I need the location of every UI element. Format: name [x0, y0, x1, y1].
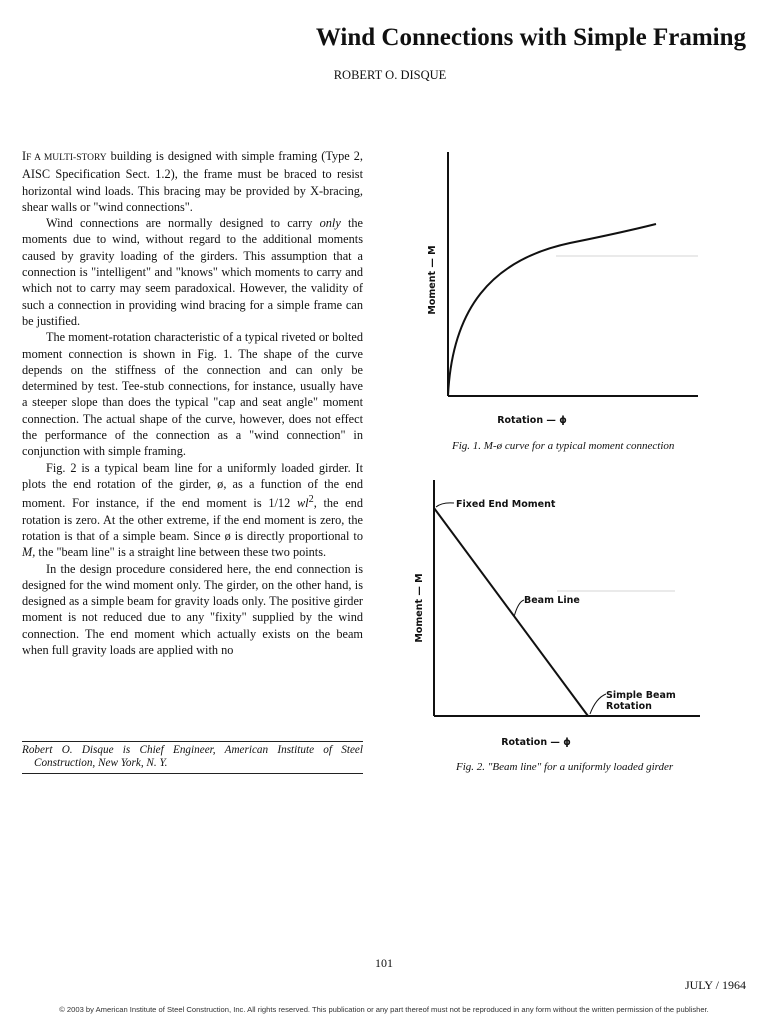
- paragraph-4-superscript: 2: [308, 494, 314, 506]
- figure-1-caption: Fig. 1. M-ø curve for a typical moment connection: [452, 440, 675, 452]
- figure-1-graph: [410, 140, 710, 430]
- paragraph-2-emphasis: only: [319, 216, 341, 231]
- author-footnote-text: Robert O. Disque is Chief Engineer, American Institute of Steel Construction, New York, N. Y.: [22, 744, 363, 769]
- paragraph-1-text: building is designed with simple framing (Type 2, AISC Specification Sect. 1.2), the frame must be braced to resist horizontal wind loads. This bracing may be provided by X-bracing, shear walls or "wind connections".: [22, 149, 363, 214]
- fig2-fixed-leader: [436, 503, 454, 507]
- paragraph-5: In the design procedure considered here, the end connection is designed for the wind moment only. The girder, on the other hand, is designed as a simple beam for gravity loads only. The positive girder moment is not reduced due to any "fixity" supplied by the wind connection. The end moment which actually exists on the beam when full gravity loads are applied with no: [22, 561, 363, 657]
- fig2-x-axis-label: Rotation — ϕ: [501, 737, 571, 748]
- paragraph-4: [22, 460, 363, 561]
- paragraph-4-wl: wl: [296, 496, 309, 511]
- fig2-simple-beam-label-1: Simple Beam: [606, 690, 676, 701]
- figure-2-caption: Fig. 2. "Beam line" for a uniformly loaded girder: [456, 761, 674, 773]
- fig2-beam-leader: [514, 600, 524, 617]
- paragraph-2-text-b: the moments due to wind, without regard to the additional moments caused by gravity loading of the girders. This assumption that a connection is "intelligent" and "knows" which moments to carry and which not to carry may seem paradoxical. However, the validity of such a connection in providing wind bracing for a simple frame can be justified.: [22, 216, 363, 328]
- paragraph-4-text-a: Fig. 2 is a typical beam line for a uniformly loaded girder. It plots the end rotation of the girder, ø, as a function of the end moment. For instance, if the end moment is 1/12: [22, 460, 363, 511]
- paragraph-4-m: M,: [22, 545, 36, 560]
- paragraph-2-text-a: Wind connections are normally designed to carry: [46, 216, 320, 231]
- fig1-x-axis-label: Rotation — ϕ: [497, 415, 567, 426]
- article-author: ROBERT O. DISQUE: [333, 68, 447, 82]
- fig2-simple-beam-label-2: Rotation: [606, 701, 652, 712]
- fig2-simple-leader: [590, 694, 606, 714]
- fig2-beam-line: [434, 508, 588, 716]
- figure-2-graph: [410, 472, 710, 752]
- drop-cap: I: [22, 149, 27, 163]
- issue-date: JULY / 1964: [684, 978, 746, 992]
- figure-2: [410, 472, 710, 752]
- paragraph-4-text-b: , the end rotation is zero. At the other extreme, if the end moment is zero, the rotation is that of a simple beam. Since ø is directly proportional to: [22, 496, 363, 543]
- author-footnote: [22, 741, 363, 774]
- fig1-moment-rotation-curve: [448, 224, 656, 396]
- article-title: Wind Connections with Simple Framing: [315, 24, 746, 51]
- paragraph-3: The moment-rotation characteristic of a typical riveted or bolted moment connection is shown in Fig. 1. The shape of the curve depends on the stiffness of the connection and can only be determined by test. Tee-stub connections, for instance, usually have a steeper slope than does the typical "cap and seat angle" moment connection. The actual shape of the curve, however, does not effect the performance of the connection as a "wind connection" in conjunction with simple framing.: [22, 330, 363, 459]
- fig2-fixed-end-label: Fixed End Moment: [456, 499, 556, 510]
- figure-1: [410, 140, 710, 430]
- small-caps-lead: F A MULTI-STORY: [26, 153, 107, 163]
- page-number: 101: [375, 956, 393, 970]
- paragraph-1: [22, 148, 363, 215]
- copyright-notice: © 2003 by American Institute of Steel Construction, Inc. All rights reserved. This publication or any part thereof must not be reproduced in any form without the written permission of the publisher.: [59, 1005, 709, 1014]
- paragraph-4-text-c: the "beam line" is a straight line between these two points.: [35, 545, 327, 560]
- fig2-beam-line-label: Beam Line: [524, 595, 580, 606]
- paragraph-2: [22, 215, 363, 329]
- fig2-y-axis-label: Moment — M: [414, 573, 425, 643]
- body-text: [22, 148, 363, 658]
- fig1-y-axis-label: Moment — M: [427, 245, 438, 315]
